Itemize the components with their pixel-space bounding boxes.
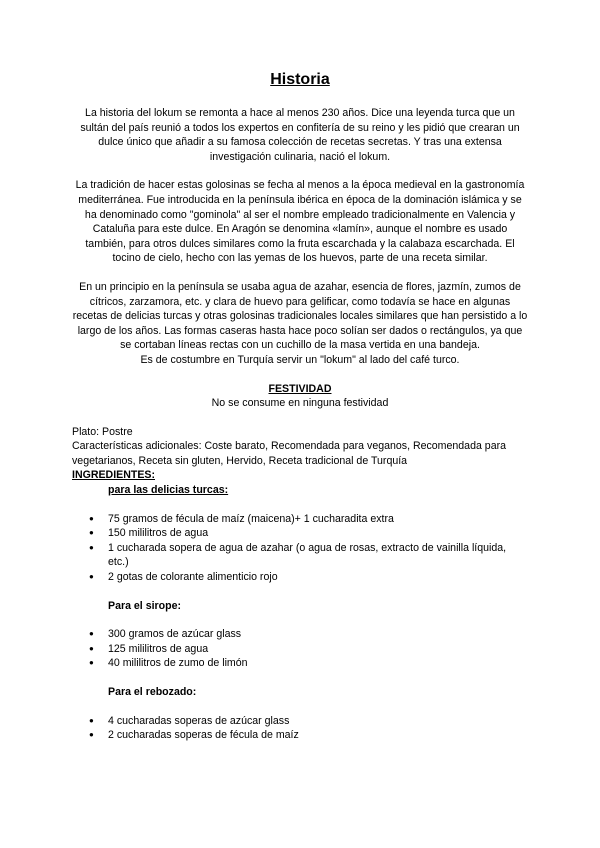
history-paragraph-1: La historia del lokum se remonta a hace al menos 230 años. Dice una leyenda turca que un sultán del país reunió a todos los expertos en confitería de su reino y les pidió que crearan un dulce único que añadir a su famosa colección de recetas secretas. Y tras una extensa investigación culinaria, nació el lokum. [80, 107, 520, 163]
ingredient-list-delicias [72, 512, 528, 585]
festividad-heading: FESTIVIDAD [268, 382, 332, 395]
list-item: ● 125 mililitros de agua [108, 642, 528, 657]
section-title-delicias: para las delicias turcas: [108, 484, 229, 497]
list-item: ● 150 mililitros de agua [108, 526, 528, 541]
list-item: ● 2 cucharadas soperas de fécula de maíz [108, 728, 528, 743]
list-item: ● 75 gramos de fécula de maíz (maicena)+ 1 cucharadita extra [108, 512, 528, 527]
list-item: ● 4 cucharadas soperas de azúcar glass [108, 714, 528, 729]
history-paragraph-2: La tradición de hacer estas golosinas se fecha al menos a la época medieval en la gastronomía mediterránea. Fue introducida en la península ibérica en época de la dominación islámica y se ha denominado como "gominola" al ser el nombre empleado tradicionalmente en Valencia y Cataluña para este dulce. En Aragón se denomina «lamín», aunque el nombre es usado también, para otros dulces similares como la fruta escarchada y la calabaza escarchada. El tocino de cielo, hecho con las yemas de los huevos, parte de una receta similar. [75, 179, 525, 265]
list-item: ● 300 gramos de azúcar glass [108, 627, 528, 642]
history-paragraph-4: Es de costumbre en Turquía servir un "lokum" al lado del café turco. [140, 353, 460, 366]
ingredient-list-rebozado [72, 714, 528, 743]
list-item: ● 1 cucharada sopera de agua de azahar (o agua de rosas, extracto de vainilla líquida, etc.) [108, 541, 528, 570]
section-title-sirope: Para el sirope: [108, 599, 182, 612]
caracteristicas-line: Características adicionales: Coste barato, Recomendada para veganos, Recomendada para vegetarianos, Receta sin gluten, Hervido, Receta tradicional de Turquía [72, 440, 507, 467]
plato-line: Plato: Postre [72, 425, 133, 438]
list-item: ● 40 mililitros de zumo de limón [108, 656, 528, 671]
list-item: ● 2 gotas de colorante alimenticio rojo [108, 570, 528, 585]
festividad-text: No se consume en ninguna festividad [211, 397, 389, 410]
page-title: Historia [270, 71, 330, 88]
ingredientes-heading: INGREDIENTES: [72, 469, 155, 482]
section-title-rebozado: Para el rebozado: [108, 686, 197, 698]
ingredient-list-sirope [72, 627, 528, 671]
history-paragraph-3: En un principio en la península se usaba agua de azahar, esencia de flores, jazmín, zumos de cítricos, zarzamora, etc. y clara de huevo para gelificar, como todavía se hace en algunas recetas de delicias turcas y otras golosinas tradicionales locales similares que han persistido a lo largo de los años. Las formas caseras hasta hace poco solían ser dados o rectángulos, ya que se cortaban líneas rectas con un cuchillo de la masa vertida en una bandeja. [72, 280, 528, 352]
document-page [72, 70, 528, 743]
